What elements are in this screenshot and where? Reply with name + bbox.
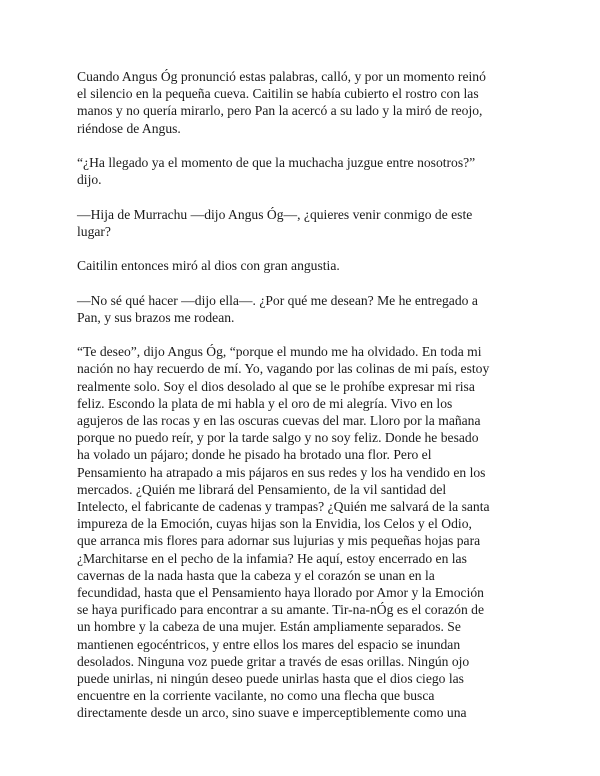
text-line: Cuando Angus Óg pronunció estas palabras, calló, y por un momento reinó [77,69,486,84]
text-line: dijo. [77,172,102,188]
text-line: que arranca mis flores para adornar sus lujurias y mis pequeñas hojas para [77,533,481,549]
text-line: impureza de la Emoción, cuyas hijas son la Envidia, los Celos y el Odio, [77,516,472,532]
text-line: “¿Ha llegado ya el momento de que la muchacha juzgue entre nosotros?” [77,155,476,170]
text-line: el silencio en la pequeña cueva. Caitilin se había cubierto el rostro con las [77,86,479,102]
text-line: se haya purificado para encontrar a su amante. Tir-na-nÓg es el corazón de [77,602,484,618]
text-line: porque no puedo reír, y por la tarde salgo y no soy feliz. Donde he besado [77,430,479,446]
text-line: encuentre en la corriente vacilante, no como una flecha que busca [77,688,435,704]
text-line: —No sé qué hacer —dijo ella—. ¿Por qué me desean? Me he entregado a [77,292,478,308]
text-line: puede unirlas, ni ningún deseo puede unirlas hasta que el dios ciego las [77,671,464,687]
text-line: cavernas de la nada hasta que la cabeza y el corazón se unan en la [77,567,435,583]
text-line: —Hija de Murrachu —dijo Angus Óg—, ¿quieres venir conmigo de este [77,206,473,222]
text-line: manos y no quería mirarlo, pero Pan la acercó a su lado y la miró de reojo, [77,103,483,119]
text-line: lugar? [77,223,111,239]
paragraph [77,257,527,274]
text-line: Pensamiento ha atrapado a mis pájaros en sus redes y los ha vendido en los [77,464,486,480]
text-line: mantienen egocéntricos, y entre ellos los mares del espacio se inundan [77,636,461,652]
paragraph [77,68,527,137]
text-line: feliz. Escondo la plata de mi habla y el oro de mi alegría. Vivo en los [77,395,453,411]
text-line: un hombre y la cabeza de una mujer. Están ampliamente separados. Se [77,619,461,635]
text-line: Caitilin entonces miró al dios con gran angustia. [77,258,340,274]
text-line: “Te deseo”, dijo Angus Óg, “porque el mundo me ha olvidado. En toda mi [77,344,482,360]
body-text [77,68,527,739]
paragraph [77,292,527,326]
text-line: ¿Marchitarse en el pecho de la infamia? He aquí, estoy encerrado en las [77,550,467,566]
text-line: riéndose de Angus. [77,120,181,136]
text-line: Intelecto, el fabricante de cadenas y trampas? ¿Quién me salvará de la santa [77,499,490,514]
text-line: Pan, y sus brazos me rodean. [77,309,235,325]
text-line: mercados. ¿Quién me librará del Pensamiento, de la vil santidad del [77,481,447,497]
text-line: desolados. Ninguna voz puede gritar a través de esas orillas. Ningún ojo [77,653,470,669]
text-line: realmente solo. Soy el dios desolado al que se le prohíbe expresar mi risa [77,378,475,394]
paragraph [77,154,527,188]
text-line: fecundidad, hasta que el Pensamiento haya llorado por Amor y la Emoción [77,585,484,601]
text-line: ha volado un pájaro; donde he pisado ha brotado una flor. Pero el [77,447,432,463]
text-line: directamente desde un arco, sino suave e imperceptiblemente como una [77,705,467,721]
text-line: agujeros de las rocas y en las oscuras cuevas del mar. Lloro por la mañana [77,412,481,428]
text-line: nación no hay recuerdo de mí. Yo, vagando por las colinas de mi país, estoy [77,361,490,377]
paragraph [77,343,527,721]
paragraph [77,206,527,240]
